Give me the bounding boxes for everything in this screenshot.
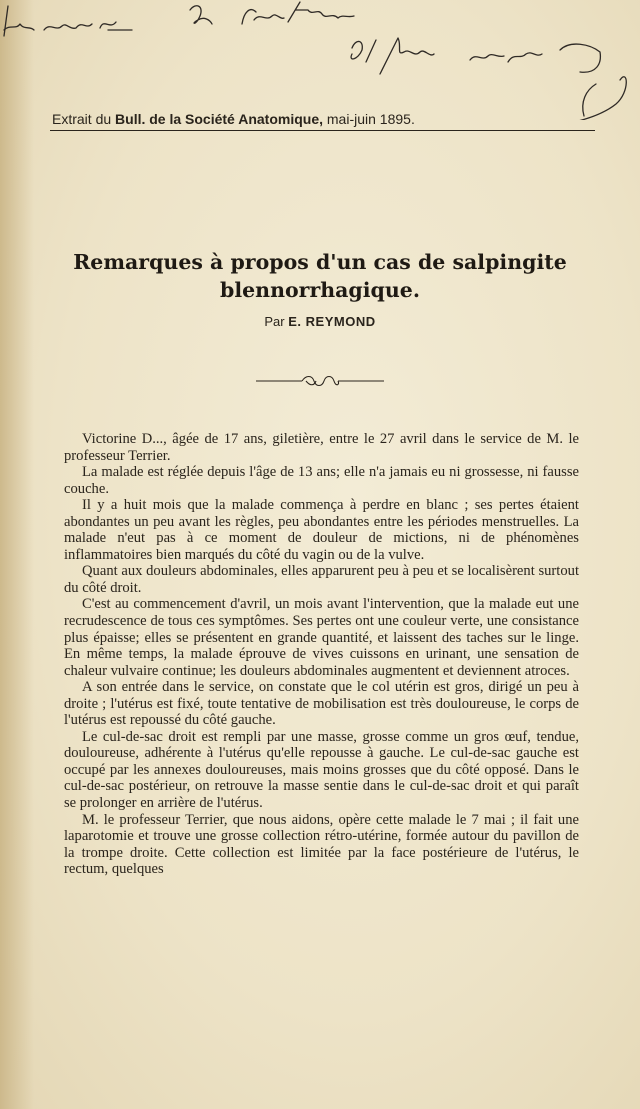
paragraph: La malade est réglée depuis l'âge de 13 ans; elle n'a jamais eu ni grossesse, ni fausse couche. bbox=[64, 464, 579, 497]
paragraph: Il y a huit mois que la malade commença à perdre en blanc ; ses pertes étaient abondantes un peu avant les règles, peu abondantes entre les périodes menstruelles. La malade n'eut pas à ce moment de douleur de mictions, ni de phénomènes inflammatoires bien marqués du côté du vagin ou de la vulve. bbox=[64, 497, 579, 563]
article-body bbox=[64, 431, 579, 878]
paragraph: C'est au commencement d'avril, un mois avant l'intervention, que la malade eut une recrudescence de tous ces symptômes. Ses pertes ont une couleur verte, une consistance plus épaisse; elles se présentent en grande quantité, et laissent des taches sur le linge. En même temps, la malade éprouve de vives cuissons en urinant, une sensation de chaleur vulvaire continue; les douleurs abdominales augmentent et deviennent atroces. bbox=[64, 596, 579, 679]
paragraph: Quant aux douleurs abdominales, elles apparurent peu à peu et se localisèrent surtout du côté droit. bbox=[64, 563, 579, 596]
header-prefix: Extrait du bbox=[52, 111, 112, 127]
author-by: Par bbox=[264, 314, 285, 329]
header-date: mai-juin 1895. bbox=[326, 111, 415, 127]
author-name: E. REYMOND bbox=[288, 314, 376, 329]
paragraph: A son entrée dans le service, on constate que le col utérin est gros, dirigé un peu à droite ; l'utérus est fixé, toute tentative de mobilisation est très douloureuse, le corps de l'utérus est repoussé du côté gauche. bbox=[64, 679, 579, 729]
paragraph: Victorine D..., âgée de 17 ans, giletière, entre le 27 avril dans le service de M. le professeur Terrier. bbox=[64, 431, 579, 464]
title-line-2: blennorrhagique. bbox=[220, 278, 420, 302]
page-edge-shadow bbox=[0, 0, 34, 1109]
paragraph: Le cul-de-sac droit est rempli par une masse, grosse comme un gros œuf, tendue, douloureuse, adhérente à l'utérus qu'elle repousse à gauche. Le cul-de-sac gauche est occupé par les annexes douloureuses, mais moins grosses que du côté opposé. Dans le cul-de-sac postérieur, on retrouve la masse sentie dans le cul-de-sac droit et qui paraît se prolonger en arrière de l'utérus. bbox=[64, 728, 579, 812]
header-journal: Bull. de la Société Anatomique, bbox=[115, 111, 323, 127]
author-line bbox=[40, 314, 600, 329]
handwritten-inscription bbox=[0, 0, 640, 120]
paragraph: M. le professeur Terrier, que nous aidons, opère cette malade le 7 mai ; il fait une laparotomie et trouve une grosse collection rétro-utérine, formée autour du pavillon de la trompe droite. Cette collection est limitée par la face postérieure de l'utérus, le rectum, quelques bbox=[64, 811, 579, 878]
article-title bbox=[40, 248, 600, 304]
header-rule bbox=[50, 130, 595, 131]
offprint-header bbox=[52, 111, 592, 127]
ornament-divider bbox=[256, 374, 384, 388]
title-line-1: Remarques à propos d'un cas de salpingite bbox=[73, 250, 567, 274]
